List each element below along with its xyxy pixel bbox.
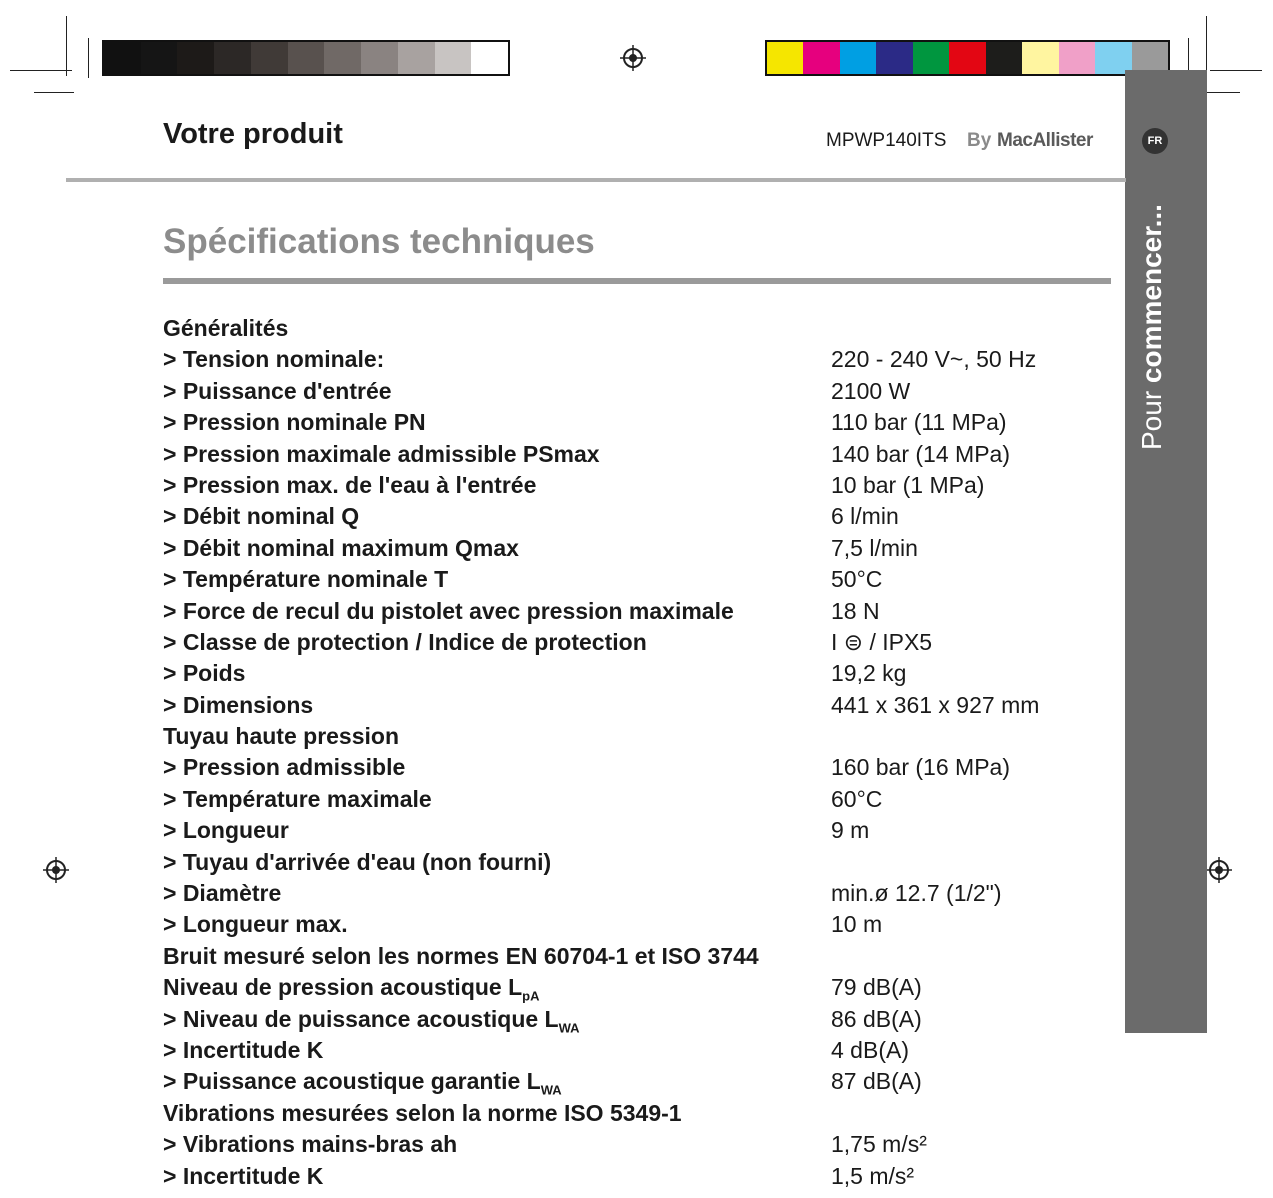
- spec-value: 87 dB(A): [831, 1068, 922, 1095]
- spec-label-text: Tuyau haute pression: [163, 723, 400, 750]
- spec-label: [163, 784, 432, 815]
- crop-mark: [1210, 70, 1262, 71]
- spec-row: [163, 721, 1123, 752]
- brand-logo: MacAllister: [997, 130, 1093, 151]
- section-divider: [163, 278, 1111, 284]
- spec-label: [163, 909, 348, 940]
- color-swatch: [141, 42, 178, 74]
- spec-label-text: > Puissance acoustique garantie L: [163, 1068, 541, 1095]
- color-swatch: [177, 42, 214, 74]
- side-label-regular: Pour: [1136, 383, 1167, 450]
- color-swatch: [471, 42, 508, 74]
- spec-value: 18 N: [831, 597, 880, 624]
- crop-mark: [88, 38, 89, 78]
- spec-row: [163, 313, 1123, 344]
- spec-label-subscript: pA: [522, 988, 540, 1004]
- color-swatch: [214, 42, 251, 74]
- spec-value: 441 x 361 x 927 mm: [831, 691, 1040, 718]
- spec-label: [163, 407, 426, 438]
- spec-label-text: > Pression max. de l'eau à l'entrée: [163, 471, 537, 498]
- spec-row: [163, 658, 1123, 689]
- spec-row: [163, 344, 1123, 375]
- spec-value: 140 bar (14 MPa): [831, 440, 1010, 467]
- spec-row: [163, 1129, 1123, 1160]
- color-swatch: [324, 42, 361, 74]
- spec-label: [163, 1161, 323, 1192]
- spec-label: [163, 439, 600, 470]
- spec-label-text: > Température maximale: [163, 785, 432, 812]
- spec-value: 50°C: [831, 566, 883, 593]
- section-title: Spécifications techniques: [163, 222, 595, 261]
- model-number: MPWP140ITS: [826, 130, 947, 151]
- header-divider: [66, 178, 1126, 182]
- spec-row: [163, 878, 1123, 909]
- spec-label-text: > Incertitude K: [163, 1036, 324, 1063]
- spec-row: [163, 909, 1123, 940]
- color-calibration-bar: [765, 40, 1170, 76]
- spec-label: [163, 721, 399, 752]
- spec-label: [163, 1035, 323, 1066]
- brand-by: By: [967, 130, 992, 151]
- crop-mark: [34, 92, 74, 93]
- color-swatch: [913, 42, 949, 74]
- spec-label: [163, 690, 313, 721]
- spec-row: [163, 627, 1123, 658]
- color-swatch: [361, 42, 398, 74]
- spec-label: [163, 1129, 457, 1160]
- spec-value: 2100 W: [831, 377, 911, 404]
- spec-value: 220 - 240 V~, 50 Hz: [831, 346, 1037, 373]
- spec-label-text: > Débit nominal maximum Qmax: [163, 534, 519, 561]
- spec-label: [163, 878, 281, 909]
- spec-label-subscript: WA: [558, 1020, 580, 1036]
- spec-label-text: Généralités: [163, 315, 289, 341]
- crop-mark: [1206, 16, 1207, 76]
- color-swatch: [104, 42, 141, 74]
- spec-value: min.ø 12.7 (1/2"): [831, 880, 1002, 907]
- spec-row: [163, 1035, 1123, 1066]
- spec-value: 6 l/min: [831, 503, 899, 530]
- color-swatch: [949, 42, 985, 74]
- spec-row: [163, 941, 1123, 972]
- spec-label: [163, 344, 384, 375]
- spec-label: [163, 658, 245, 689]
- spec-value: 9 m: [831, 817, 870, 844]
- spec-label-text: > Tension nominale:: [163, 346, 385, 373]
- spec-value: 1,75 m/s²: [831, 1131, 927, 1158]
- spec-row: [163, 407, 1123, 438]
- spec-label-text: > Tuyau d'arrivée d'eau (non fourni): [163, 848, 552, 875]
- spec-label-text: Vibrations mesurées selon la norme ISO 5349-1: [163, 1099, 682, 1126]
- spec-value: 1,5 m/s²: [831, 1162, 915, 1189]
- spec-label-text: > Pression admissible: [163, 754, 406, 781]
- spec-row: [163, 972, 1123, 1003]
- color-swatch: [876, 42, 912, 74]
- spec-row: [163, 501, 1123, 532]
- registration-target-icon: [620, 45, 646, 71]
- spec-label-text: > Vibrations mains-bras ah: [163, 1131, 458, 1158]
- page-title: Votre produit: [163, 118, 343, 150]
- gray-calibration-bar: [102, 40, 510, 76]
- spec-value: 86 dB(A): [831, 1005, 922, 1032]
- registration-target-icon: [1206, 857, 1232, 883]
- crop-mark: [10, 70, 72, 71]
- spec-label: [163, 596, 734, 627]
- spec-row: [163, 596, 1123, 627]
- spec-value: 19,2 kg: [831, 660, 907, 687]
- spec-label-text: > Puissance d'entrée: [163, 377, 392, 404]
- spec-value: 79 dB(A): [831, 974, 922, 1001]
- spec-row: [163, 1004, 1123, 1035]
- spec-label: [163, 1098, 682, 1129]
- spec-label-text: > Longueur: [163, 817, 289, 844]
- spec-label: [163, 564, 448, 595]
- spec-value: I ⊜ / IPX5: [831, 628, 933, 655]
- spec-label: [163, 470, 536, 501]
- spec-value: 10 bar (1 MPa): [831, 471, 985, 498]
- language-badge: FR: [1142, 128, 1168, 154]
- spec-row: [163, 564, 1123, 595]
- spec-label-text: > Longueur max.: [163, 911, 348, 938]
- spec-row: [163, 376, 1123, 407]
- spec-row: [163, 847, 1123, 878]
- spec-value: 110 bar (11 MPa): [831, 409, 1007, 436]
- spec-value: 10 m: [831, 911, 883, 938]
- spec-label: [163, 501, 359, 532]
- spec-row: [163, 815, 1123, 846]
- spec-row: [163, 784, 1123, 815]
- registration-target-icon: [43, 857, 69, 883]
- spec-value: 160 bar (16 MPa): [831, 754, 1010, 781]
- spec-row: [163, 439, 1123, 470]
- spec-row: [163, 533, 1123, 564]
- spec-label: [163, 313, 288, 344]
- spec-label-text: > Incertitude K: [163, 1162, 324, 1189]
- spec-label-text: > Poids: [163, 660, 246, 687]
- spec-label-text: > Diamètre: [163, 880, 282, 907]
- color-swatch: [435, 42, 472, 74]
- crop-mark: [66, 16, 67, 76]
- spec-label-text: > Dimensions: [163, 691, 314, 718]
- color-swatch: [803, 42, 839, 74]
- color-swatch: [1022, 42, 1058, 74]
- spec-label-text: Niveau de pression acoustique L: [163, 974, 523, 1001]
- color-swatch: [398, 42, 435, 74]
- spec-label-text: > Pression maximale admissible PSmax: [163, 440, 600, 467]
- spec-label: [163, 376, 392, 407]
- spec-value: 60°C: [831, 785, 883, 812]
- spec-label: [163, 941, 759, 972]
- side-label-bold: commencer...: [1136, 204, 1167, 384]
- spec-label: [163, 533, 519, 564]
- side-chapter-label: [1136, 204, 1168, 450]
- spec-label-text: > Température nominale T: [163, 566, 449, 593]
- color-swatch: [767, 42, 803, 74]
- spec-row: [163, 1098, 1123, 1129]
- spec-row: [163, 470, 1123, 501]
- spec-label: [163, 847, 551, 878]
- spec-list: [163, 313, 1123, 1192]
- spec-label-text: > Force de recul du pistolet avec pression maximale: [163, 597, 734, 624]
- spec-label-text: > Pression nominale PN: [163, 409, 426, 436]
- color-swatch: [840, 42, 876, 74]
- spec-label: [163, 752, 405, 783]
- spec-row: [163, 1161, 1123, 1192]
- spec-value: 7,5 l/min: [831, 534, 918, 561]
- spec-row: [163, 752, 1123, 783]
- spec-label: [163, 627, 647, 658]
- spec-label-text: > Débit nominal Q: [163, 503, 360, 530]
- color-swatch: [986, 42, 1022, 74]
- color-swatch: [288, 42, 325, 74]
- spec-label-text: Bruit mesuré selon les normes EN 60704-1 et ISO 3744: [163, 942, 759, 969]
- spec-value: 4 dB(A): [831, 1036, 909, 1063]
- spec-row: [163, 1066, 1123, 1097]
- spec-row: [163, 690, 1123, 721]
- color-swatch: [251, 42, 288, 74]
- spec-label: [163, 815, 289, 846]
- color-swatch: [1059, 42, 1095, 74]
- spec-label-text: > Niveau de puissance acoustique L: [163, 1005, 559, 1032]
- spec-label-text: > Classe de protection / Indice de protection: [163, 628, 647, 655]
- spec-label-subscript: WA: [540, 1082, 562, 1098]
